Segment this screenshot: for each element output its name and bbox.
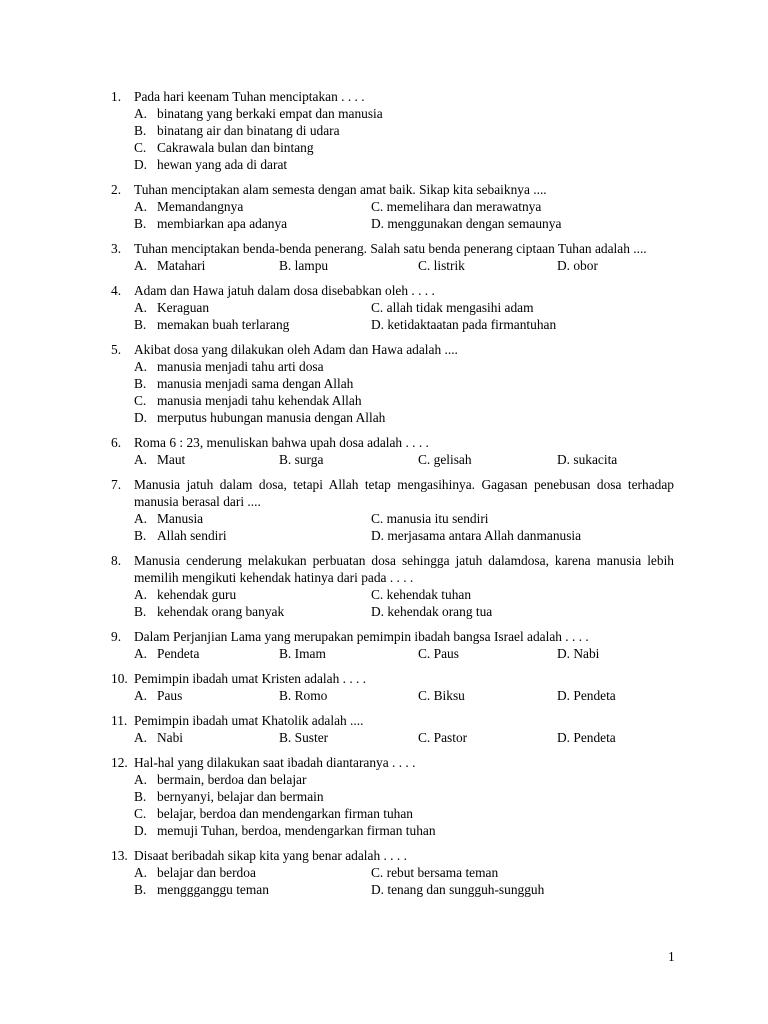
- question-7: [111, 476, 674, 544]
- option-letter: A.: [134, 452, 148, 467]
- answer-option: [279, 451, 418, 468]
- answer-option: [557, 645, 599, 662]
- option-text: C. Biksu: [418, 688, 465, 703]
- option-row: [134, 215, 674, 232]
- option-text: C. listrik: [418, 258, 465, 273]
- option-row: [134, 864, 674, 881]
- question-stem: [111, 282, 674, 299]
- option-text: C. rebut bersama teman: [371, 865, 499, 880]
- question-stem: [111, 754, 674, 771]
- option-row: [134, 510, 674, 527]
- answer-option: [134, 586, 371, 603]
- option-text: belajar dan berdoa: [157, 865, 256, 880]
- option-text: D. merjasama antara Allah danmanusia: [371, 528, 582, 543]
- option-letter: A.: [134, 511, 148, 526]
- option-text: D. kehendak orang tua: [371, 604, 493, 619]
- answer-option: [134, 299, 371, 316]
- option-letter: A.: [134, 865, 148, 880]
- option-letter: A.: [134, 258, 148, 273]
- question-stem: [111, 847, 674, 864]
- answer-options: [134, 510, 674, 544]
- answer-option: [134, 316, 371, 333]
- option-text: Memandangnya: [157, 199, 244, 214]
- answer-option: [418, 687, 557, 704]
- question-10: [111, 670, 674, 704]
- question-11: [111, 712, 674, 746]
- option-row: [134, 527, 674, 544]
- question-number: 11.: [111, 713, 128, 728]
- option-text: C. manusia itu sendiri: [371, 511, 489, 526]
- option-text: D. sukacita: [557, 452, 618, 467]
- answer-option: [134, 729, 279, 746]
- option-text: B. Suster: [279, 730, 329, 745]
- option-letter: D.: [134, 410, 148, 425]
- option-text: belajar, berdoa dan mendengarkan firman tuhan: [157, 806, 414, 821]
- answer-options: [134, 687, 674, 704]
- option-text: memuji Tuhan, berdoa, mendengarkan firman tuhan: [157, 823, 436, 838]
- answer-option: [279, 687, 418, 704]
- option-text: D. tenang dan sungguh-sungguh: [371, 882, 545, 897]
- answer-option: [134, 881, 371, 898]
- answer-option: [279, 729, 418, 746]
- option-letter: B.: [134, 376, 147, 391]
- question-text: Disaat beribadah sikap kita yang benar adalah . . . .: [134, 848, 407, 863]
- answer-option: [134, 510, 371, 527]
- option-row: [134, 586, 674, 603]
- answer-option: [134, 822, 674, 839]
- option-text: D. Pendeta: [557, 688, 616, 703]
- option-text: manusia menjadi tahu arti dosa: [157, 359, 324, 374]
- answer-options: [134, 729, 674, 746]
- option-text: hewan yang ada di darat: [157, 157, 288, 172]
- answer-option: [371, 881, 544, 898]
- answer-option: [134, 788, 674, 805]
- question-text: Pada hari keenam Tuhan menciptakan . . . .: [134, 89, 365, 104]
- option-letter: A.: [134, 646, 148, 661]
- option-text: D. menggunakan dengan semaunya: [371, 216, 562, 231]
- question-stem: [111, 476, 674, 510]
- option-letter: A.: [134, 688, 148, 703]
- question-list: [111, 88, 674, 906]
- option-text: bernyanyi, belajar dan bermain: [157, 789, 324, 804]
- option-row: [134, 198, 674, 215]
- answer-options: [134, 586, 674, 620]
- option-letter: A.: [134, 300, 148, 315]
- option-letter: B.: [134, 604, 147, 619]
- question-9: [111, 628, 674, 662]
- answer-option: [557, 257, 598, 274]
- option-letter: B.: [134, 882, 147, 897]
- option-letter: B.: [134, 123, 147, 138]
- option-row: [134, 881, 674, 898]
- answer-option: [279, 257, 418, 274]
- answer-option: [557, 729, 616, 746]
- option-letter: D.: [134, 823, 148, 838]
- answer-option: [418, 451, 557, 468]
- question-text: Pemimpin ibadah umat Kristen adalah . . . .: [134, 671, 367, 686]
- option-text: Pendeta: [157, 646, 200, 661]
- answer-option: [134, 198, 371, 215]
- option-letter: A.: [134, 106, 148, 121]
- question-2: [111, 181, 674, 232]
- question-1: [111, 88, 674, 173]
- question-stem: [111, 240, 674, 257]
- answer-option: [418, 645, 557, 662]
- answer-option: [134, 257, 279, 274]
- question-number: 12.: [111, 755, 128, 770]
- question-stem: [111, 88, 674, 105]
- option-text: D. ketidaktaatan pada firmantuhan: [371, 317, 557, 332]
- question-number: 10.: [111, 671, 128, 686]
- question-stem: [111, 434, 674, 451]
- answer-option: [371, 527, 581, 544]
- question-number: 6.: [111, 435, 122, 450]
- answer-option: [134, 156, 674, 173]
- option-text: menggganggu teman: [157, 882, 269, 897]
- option-letter: A.: [134, 199, 148, 214]
- answer-option: [371, 603, 492, 620]
- question-8: [111, 552, 674, 620]
- option-row: [134, 257, 674, 274]
- answer-option: [134, 358, 674, 375]
- answer-option: [371, 299, 534, 316]
- answer-option: [557, 451, 617, 468]
- answer-option: [371, 864, 498, 881]
- answer-option: [134, 139, 674, 156]
- answer-option: [134, 451, 279, 468]
- option-text: binatang yang berkaki empat dan manusia: [157, 106, 383, 121]
- answer-options: [134, 864, 674, 898]
- option-text: merputus hubungan manusia dengan Allah: [157, 410, 386, 425]
- question-number: 3.: [111, 241, 122, 256]
- answer-option: [371, 510, 489, 527]
- answer-option: [134, 105, 674, 122]
- option-letter: A.: [134, 587, 148, 602]
- answer-option: [134, 864, 371, 881]
- answer-option: [371, 316, 556, 333]
- answer-options: [134, 257, 674, 274]
- question-text: Manusia jatuh dalam dosa, tetapi Allah tetap mengasihinya. Gagasan penebusan dosa terhadap manusia berasal dari ....: [134, 477, 674, 509]
- option-letter: B.: [134, 216, 147, 231]
- question-number: 7.: [111, 477, 122, 492]
- option-text: D. Pendeta: [557, 730, 616, 745]
- answer-option: [134, 687, 279, 704]
- answer-option: [371, 198, 541, 215]
- option-letter: C.: [134, 806, 147, 821]
- option-row: [134, 645, 674, 662]
- question-text: Akibat dosa yang dilakukan oleh Adam dan Hawa adalah ....: [134, 342, 458, 357]
- answer-option: [418, 257, 557, 274]
- question-text: Tuhan menciptakan alam semesta dengan amat baik. Sikap kita sebaiknya ....: [134, 182, 547, 197]
- question-number: 9.: [111, 629, 122, 644]
- question-5: [111, 341, 674, 426]
- question-text: Pemimpin ibadah umat Khatolik adalah ....: [134, 713, 364, 728]
- answer-options: [134, 451, 674, 468]
- question-number: 8.: [111, 553, 122, 568]
- option-text: Nabi: [157, 730, 184, 745]
- option-text: manusia menjadi tahu kehendak Allah: [157, 393, 362, 408]
- question-number: 4.: [111, 283, 122, 298]
- answer-option: [371, 586, 471, 603]
- option-text: D. Nabi: [557, 646, 600, 661]
- option-letter: C.: [134, 140, 147, 155]
- option-text: membiarkan apa adanya: [157, 216, 288, 231]
- option-row: [134, 603, 674, 620]
- option-text: C. gelisah: [418, 452, 472, 467]
- option-row: [134, 316, 674, 333]
- question-number: 5.: [111, 342, 122, 357]
- option-text: Matahari: [157, 258, 206, 273]
- option-letter: C.: [134, 393, 147, 408]
- answer-options: [134, 198, 674, 232]
- question-stem: [111, 341, 674, 358]
- question-stem: [111, 712, 674, 729]
- question-13: [111, 847, 674, 898]
- option-letter: D.: [134, 157, 148, 172]
- question-stem: [111, 181, 674, 198]
- option-row: [134, 299, 674, 316]
- question-text: Hal-hal yang dilakukan saat ibadah diantaranya . . . .: [134, 755, 416, 770]
- option-letter: A.: [134, 730, 148, 745]
- question-number: 2.: [111, 182, 122, 197]
- option-text: kehendak orang banyak: [157, 604, 285, 619]
- option-letter: B.: [134, 317, 147, 332]
- answer-option: [134, 603, 371, 620]
- answer-option: [371, 215, 561, 232]
- option-letter: A.: [134, 359, 148, 374]
- answer-options: [134, 771, 674, 839]
- option-row: [134, 451, 674, 468]
- option-text: Manusia: [157, 511, 204, 526]
- question-stem: [111, 670, 674, 687]
- option-text: C. Paus: [418, 646, 459, 661]
- page-number: 1: [668, 949, 675, 964]
- answer-option: [134, 215, 371, 232]
- option-text: manusia menjadi sama dengan Allah: [157, 376, 354, 391]
- option-letter: A.: [134, 772, 148, 787]
- answer-option: [134, 527, 371, 544]
- question-3: [111, 240, 674, 274]
- question-6: [111, 434, 674, 468]
- answer-option: [418, 729, 557, 746]
- answer-option: [134, 122, 674, 139]
- answer-options: [134, 645, 674, 662]
- option-text: binatang air dan binatang di udara: [157, 123, 340, 138]
- question-text: Tuhan menciptakan benda-benda penerang. Salah satu benda penerang ciptaan Tuhan adalah ....: [134, 241, 647, 256]
- option-row: [134, 687, 674, 704]
- answer-option: [134, 392, 674, 409]
- answer-option: [134, 409, 674, 426]
- option-text: B. Romo: [279, 688, 328, 703]
- option-text: Cakrawala bulan dan bintang: [157, 140, 314, 155]
- answer-option: [134, 805, 674, 822]
- option-text: Allah sendiri: [157, 528, 227, 543]
- question-4: [111, 282, 674, 333]
- option-text: C. Pastor: [418, 730, 468, 745]
- option-text: Paus: [157, 688, 183, 703]
- option-text: D. obor: [557, 258, 598, 273]
- option-text: memakan buah terlarang: [157, 317, 290, 332]
- question-text: Manusia cenderung melakukan perbuatan dosa sehingga jatuh dalamdosa, karena manusia lebih memilih mengikuti kehendak hatinya dari pada . . . .: [134, 553, 674, 585]
- option-text: Keraguan: [157, 300, 210, 315]
- question-number: 1.: [111, 89, 122, 104]
- question-stem: [111, 552, 674, 586]
- question-number: 13.: [111, 848, 128, 863]
- option-text: B. lampu: [279, 258, 329, 273]
- question-text: Adam dan Hawa jatuh dalam dosa disebabkan oleh . . . .: [134, 283, 435, 298]
- option-text: C. memelihara dan merawatnya: [371, 199, 542, 214]
- answer-option: [557, 687, 616, 704]
- answer-options: [134, 299, 674, 333]
- option-text: B. Imam: [279, 646, 326, 661]
- option-text: C. allah tidak mengasihi adam: [371, 300, 534, 315]
- option-row: [134, 729, 674, 746]
- question-12: [111, 754, 674, 839]
- answer-option: [134, 771, 674, 788]
- answer-options: [134, 358, 674, 426]
- option-letter: B.: [134, 789, 147, 804]
- option-text: Maut: [157, 452, 186, 467]
- answer-options: [134, 105, 674, 173]
- option-text: bermain, berdoa dan belajar: [157, 772, 307, 787]
- question-stem: [111, 628, 674, 645]
- answer-option: [134, 645, 279, 662]
- answer-option: [134, 375, 674, 392]
- option-text: B. surga: [279, 452, 324, 467]
- option-text: C. kehendak tuhan: [371, 587, 472, 602]
- answer-option: [279, 645, 418, 662]
- question-text: Roma 6 : 23, menuliskan bahwa upah dosa adalah . . . .: [134, 435, 429, 450]
- question-text: Dalam Perjanjian Lama yang merupakan pemimpin ibadah bangsa Israel adalah . . . .: [134, 629, 589, 644]
- option-letter: B.: [134, 528, 147, 543]
- option-text: kehendak guru: [157, 587, 237, 602]
